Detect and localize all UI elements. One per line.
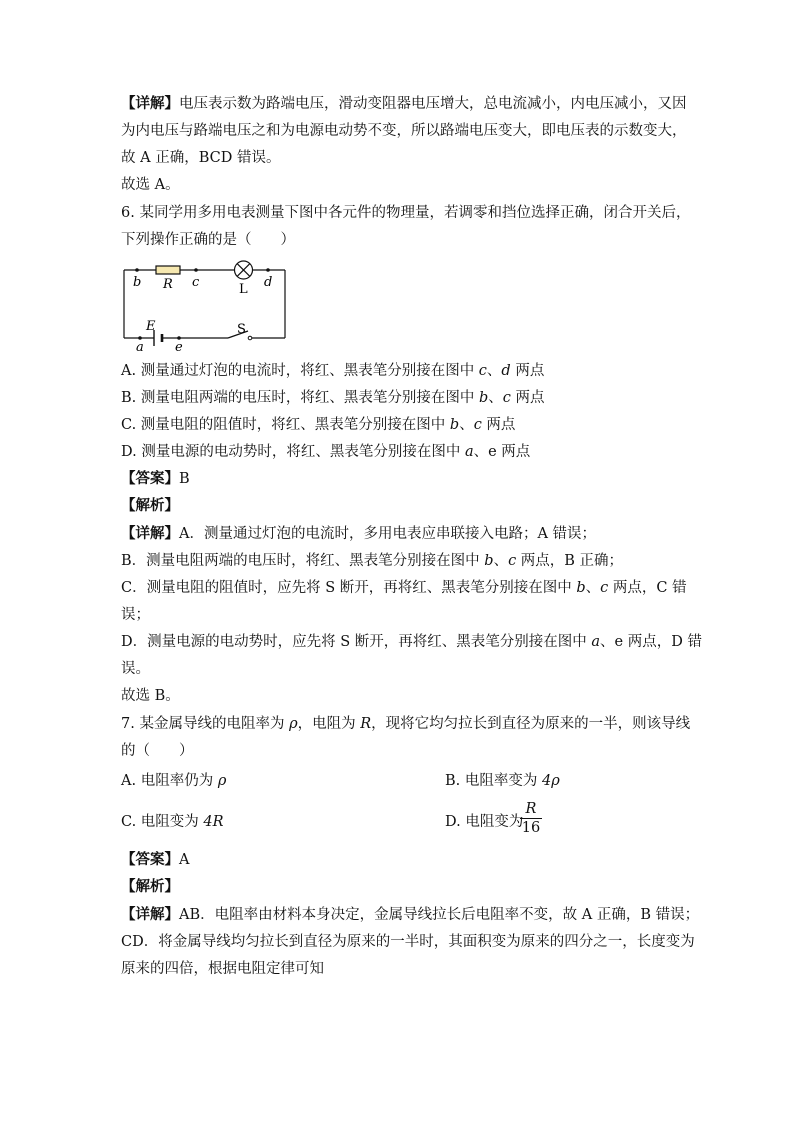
q6-detail-a: 【详解】A．测量通过灯泡的电流时，多用电表应串联接入电路；A 错误； — [121, 525, 597, 542]
q6-detail-c: C．测量电阻的阻值时，应先将 S 断开，再将红、黑表笔分别接在图中 b、c 两点，C 错 — [121, 580, 687, 596]
q7-option-a: A. 电阻率仍为 ρ — [121, 773, 227, 789]
prev-choose: 故选 A。 — [121, 177, 180, 193]
detail-tag: 【详解】 — [121, 95, 179, 112]
label-e: e — [175, 340, 183, 353]
q7-option-d-fraction — [520, 801, 542, 836]
q7-detail-ab: 【详解】AB．电阻率由材料本身决定，金属导线拉长后电阻率不变，故 A 正确，B 错误； — [121, 906, 700, 923]
q6-circuit-diagram — [110, 258, 300, 353]
q6-option-d: D. 测量电源的电动势时，将红、黑表笔分别接在图中 a、e 两点 — [121, 444, 531, 460]
label-b: b — [133, 275, 142, 290]
node-b — [135, 268, 139, 272]
fraction-denominator: 16 — [521, 820, 541, 836]
q6-analysis-tag: 【解析】 — [121, 497, 179, 514]
fraction-bar — [520, 818, 542, 819]
node-d — [266, 268, 270, 272]
q7-option-b: B. 电阻率变为 4ρ — [445, 773, 560, 789]
label-S: S — [237, 322, 246, 337]
switch-contact — [248, 336, 252, 340]
q7-stem-line2: 的（ ） — [121, 743, 194, 759]
node-c — [194, 268, 198, 272]
q7-option-c: C. 电阻变为 4R — [121, 814, 224, 830]
label-R: R — [163, 277, 173, 292]
label-L: L — [239, 282, 248, 297]
q6-detail-c-cont: 误； — [121, 607, 150, 623]
prev-detail-line1: 【详解】电压表示数为路端电压，滑动变阻器电压增大，总电流减小，内电压减小，又因 — [121, 95, 687, 112]
q6-option-a: A. 测量通过灯泡的电流时，将红、黑表笔分别接在图中 c、d 两点 — [121, 363, 545, 379]
q7-answer: 【答案】A — [121, 851, 190, 868]
label-d: d — [264, 275, 273, 290]
q6-option-c: C. 测量电阻的阻值时，将红、黑表笔分别接在图中 b、c 两点 — [121, 417, 516, 433]
q6-choose: 故选 B。 — [121, 688, 180, 704]
label-E: E — [146, 319, 156, 334]
label-a: a — [136, 340, 144, 353]
prev-detail-line2: 为内电压与路端电压之和为电源电动势不变，所以路端电压变大，即电压表的示数变大， — [121, 123, 687, 139]
q6-answer: 【答案】B — [121, 470, 190, 487]
label-c: c — [192, 275, 200, 290]
q6-detail-b: B．测量电阻两端的电压时，将红、黑表笔分别接在图中 b、c 两点，B 正确； — [121, 553, 624, 569]
q6-detail-d: D．测量电源的电动势时，应先将 S 断开，再将红、黑表笔分别接在图中 a、e 两点，D 错 — [121, 634, 702, 650]
q6-option-b: B. 测量电阻两端的电压时，将红、黑表笔分别接在图中 b、c 两点 — [121, 390, 545, 406]
q7-option-d: D. 电阻变为 — [445, 814, 524, 830]
q6-stem-line2: 下列操作正确的是（ ） — [121, 232, 295, 248]
q7-detail-cd1: CD．将金属导线均匀拉长到直径为原来的一半时，其面积变为原来的四分之一，长度变为 — [121, 934, 695, 950]
prev-detail-line3: 故 A 正确，BCD 错误。 — [121, 150, 281, 166]
q6-detail-d-cont: 误。 — [121, 661, 150, 677]
q7-analysis-tag: 【解析】 — [121, 878, 179, 895]
q7-detail-cd2: 原来的四倍，根据电阻定律可知 — [121, 961, 324, 977]
fraction-numerator: R — [525, 801, 537, 817]
q7-stem-line1: 7. 某金属导线的电阻率为 ρ，电阻为 R，现将它均匀拉长到直径为原来的一半，则该导线 — [121, 716, 691, 732]
resistor-symbol — [156, 266, 180, 274]
q6-stem-line1: 6. 某同学用多用电表测量下图中各元件的物理量，若调零和挡位选择正确，闭合开关后， — [121, 205, 691, 221]
